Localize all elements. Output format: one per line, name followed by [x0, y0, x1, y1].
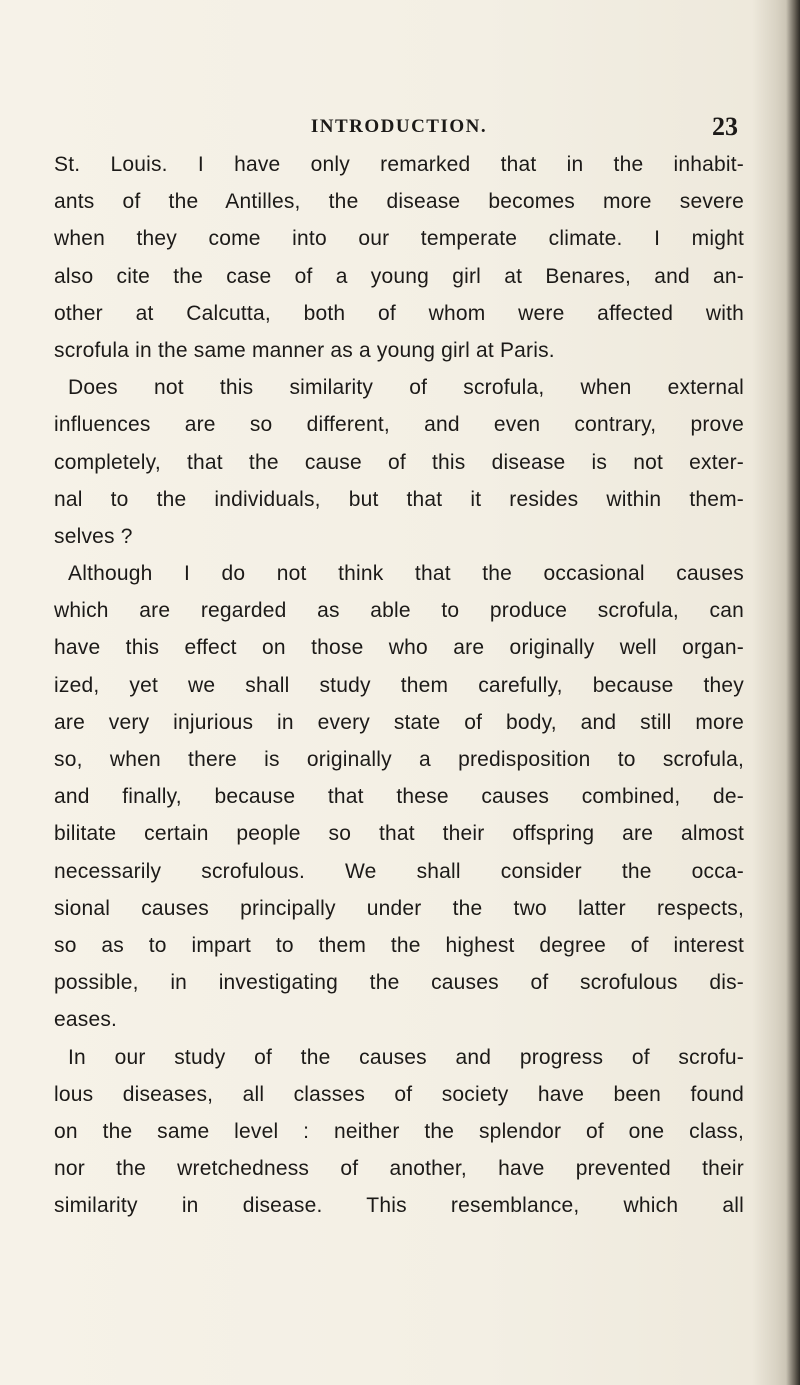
text-line: so, when there is originally a predisposition to scrofula, — [54, 748, 744, 771]
text-line: which are regarded as able to produce scrofula, can — [54, 599, 744, 623]
text-line: ized, yet we shall study them carefully, because they — [54, 673, 744, 697]
text-line: when they come into our temperate climate. I might — [54, 227, 744, 251]
text-line: completely, that the cause of this disease is not exter- — [54, 450, 744, 474]
text-line: have this effect on those who are originally well organ- — [54, 636, 744, 660]
text-line: eases. — [54, 1008, 118, 1032]
page-header — [54, 112, 744, 142]
binding-edge — [786, 0, 800, 1385]
text-line: nor the wretchedness of another, have prevented their — [54, 1157, 744, 1181]
text-line: similarity in disease. This resemblance, which all — [54, 1194, 744, 1218]
text-line: sional causes principally under the two latter respects, — [54, 896, 744, 920]
paragraph-start-line: In our study of the causes and progress of scrofu- — [68, 1045, 744, 1069]
body-text — [54, 146, 744, 1224]
page-number: 23 — [712, 112, 738, 141]
text-line: are very injurious in every state of body, and still more — [54, 710, 744, 734]
text-line: other at Calcutta, both of whom were affected with — [54, 301, 744, 325]
text-line: and finally, because that these causes combined, de- — [54, 785, 744, 809]
text-line: possible, in investigating the causes of scrofulous dis- — [54, 971, 744, 995]
text-line: scrofula in the same manner as a young girl at Paris. — [54, 338, 555, 362]
text-line: necessarily scrofulous. We shall consider the occa- — [54, 859, 744, 883]
text-line: also cite the case of a young girl at Benares, and an- — [54, 264, 744, 288]
text-line: on the same level : neither the splendor of one class, — [54, 1119, 744, 1143]
text-line: bilitate certain people so that their offspring are almost — [54, 822, 744, 846]
text-line: nal to the individuals, but that it resides within them- — [54, 487, 744, 511]
text-line: influences are so different, and even contrary, prove — [54, 413, 744, 437]
paragraph-start-line: Although I do not think that the occasional causes — [68, 562, 744, 586]
text-line: St. Louis. I have only remarked that in the inhabit- — [54, 153, 744, 176]
paragraph-start-line: Does not this similarity of scrofula, when external — [68, 376, 744, 400]
text-line: so as to impart to them the highest degree of interest — [54, 933, 744, 957]
text-line: selves ? — [54, 524, 133, 548]
text-line: ants of the Antilles, the disease becomes more severe — [54, 190, 744, 214]
running-title: INTRODUCTION. — [310, 116, 488, 137]
text-line: lous diseases, all classes of society have been found — [54, 1082, 744, 1106]
